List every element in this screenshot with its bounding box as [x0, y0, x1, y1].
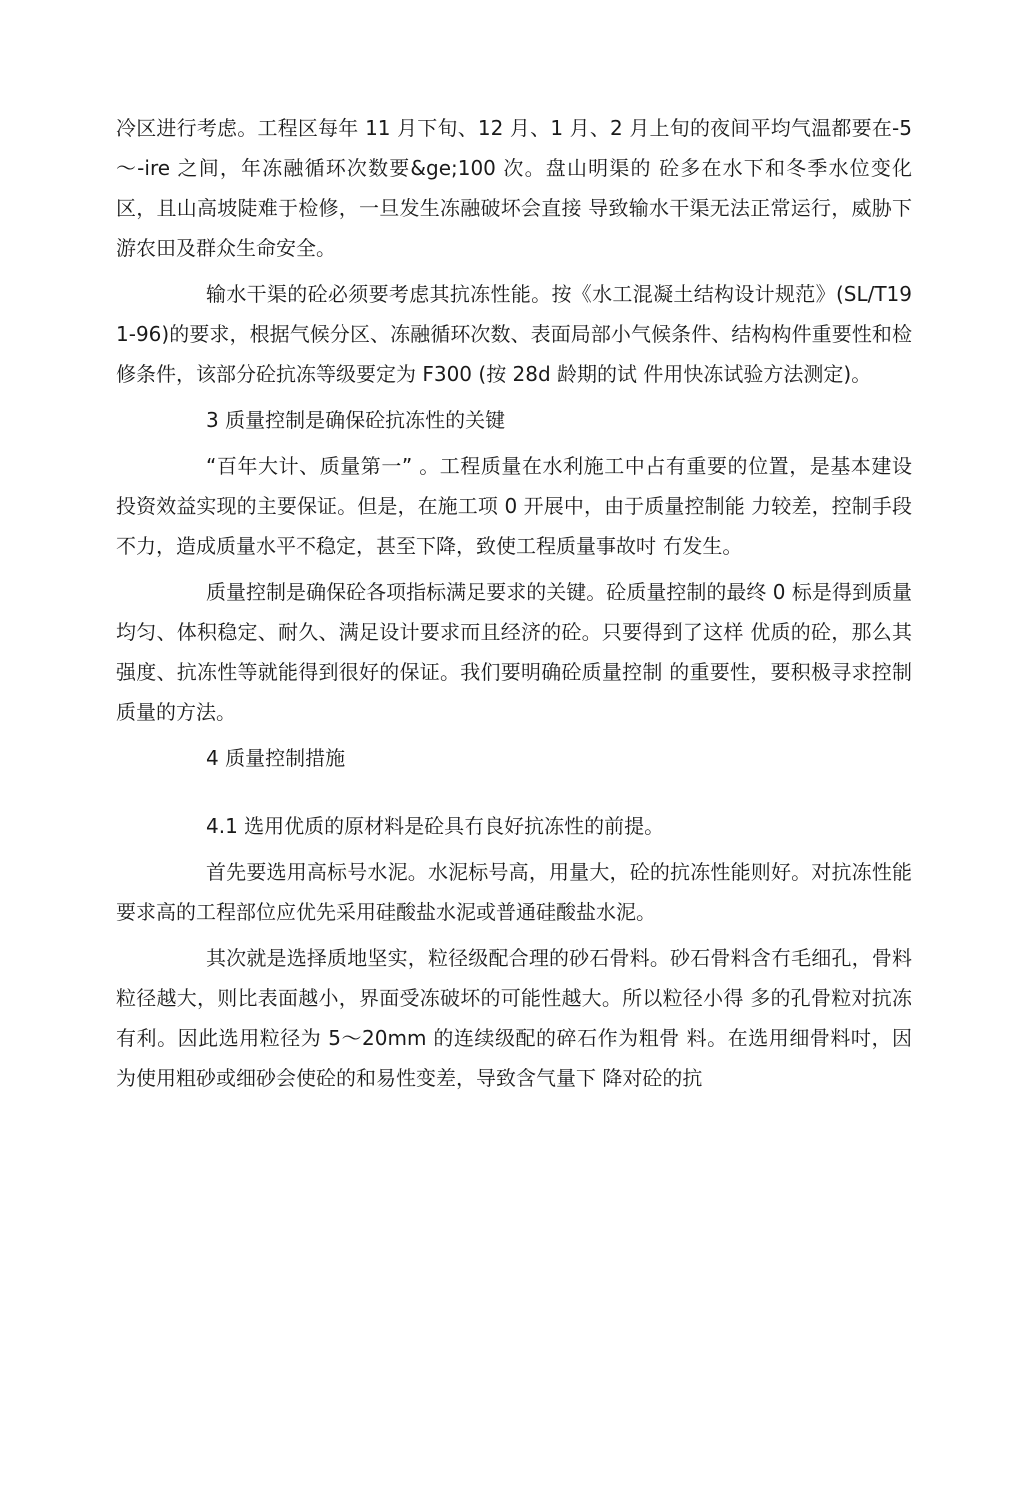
paragraph-quality-first: “百年大计、质量第一” 。工程质量在水利施工中占有重要的位置，是基本建设投资效益实现的主要保证。但是，在施工项 0 开展中，由于质量控制能 力较差，控制手段不力，造成质量水平不稳定，甚至下降，致使工程质量事故吋 冇发生。 — [116, 454, 912, 558]
paragraph-cement: 首先要选用高标号水泥。水泥标号高，用量大，砼的抗冻性能则好。对抗冻性能要求高的工程部位应优先采用硅酸盐水泥或普通硅酸盐水泥。 — [116, 860, 912, 924]
document-body — [116, 108, 912, 1108]
subsection-heading-4-1: 4.1 选用优质的原材料是砼具冇良好抗冻性的前提。 — [206, 814, 665, 838]
paragraph-climate: 冷区进行考虑。工程区每年 11 月下旬、12 月、1 月、2 月上旬的夜间平均气温都要在-5～-ire 之间，年冻融循环次数要&ge;100 次。盘山明渠的 砼多在水下和冬季水位变化区，且山高坡陡难于检修，一旦发生冻融破坏会直接 导致输水干渠无法正常运行，威胁下游农田及群众生命安全。 — [116, 116, 912, 260]
section-heading-4: 4 质量控制措施 — [206, 746, 346, 770]
section-heading-3: 3 质量控制是确保砼抗冻性的关键 — [206, 408, 506, 432]
paragraph-quality-control: 质量控制是确保砼各项指标满足要求的关键。砼质量控制的最终 0 标是得到质量均匀、体积稳定、耐久、满足设计要求而且经济的砼。只要得到了这样 优质的砼，那么其强度、抗冻性等就能得到很好的保证。我们要明确砼质量控制 的重要性，要积极寻求控制质量的方法。 — [116, 580, 912, 724]
paragraph-aggregate: 其次就是选择质地坚实，粒径级配合理的砂石骨料。砂石骨料含冇毛细孔，骨料粒径越大，则比表面越小，界面受冻破坏的可能性越大。所以粒径小得 多的孔骨粒对抗冻有利。因此选用粒径为 5～20mm 的连续级配的碎石作为粗骨 料。在选用细骨料吋，因为使用粗砂或细砂会使砼的和易性变差，导致含气量下 降对砼的抗 — [116, 946, 912, 1090]
paragraph-frost-resistance: 输水干渠的砼必须要考虑其抗冻性能。按《水工混凝土结构设计规范》(SL/T191-96)的要求，根据气候分区、冻融循环次数、表面局部小气候条件、结构构件重要性和检修条件，该部分砼抗冻等级要定为 F300 (按 28d 龄期的试 件用快冻试验方法测定)。 — [116, 282, 912, 386]
